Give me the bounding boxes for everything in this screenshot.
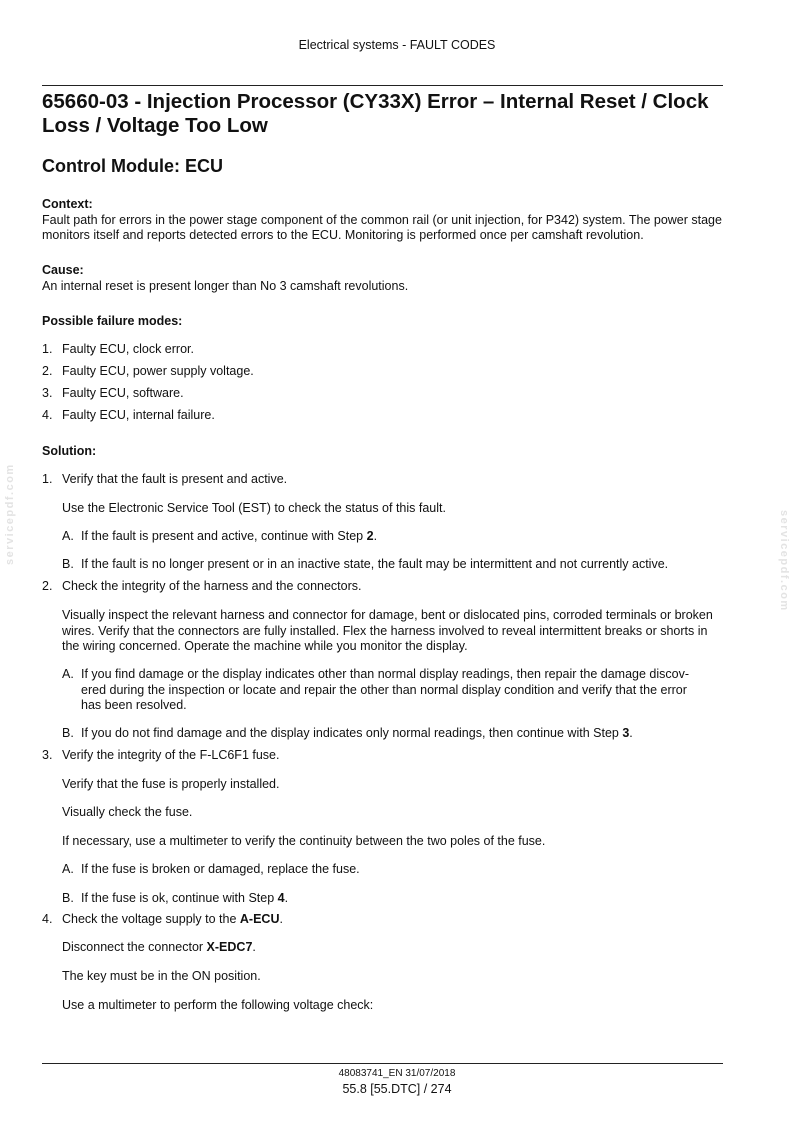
cause-label: Cause: bbox=[42, 263, 84, 277]
step-4-paragraph-1: Disconnect the connector X-EDC7. bbox=[62, 940, 256, 954]
step-1-option-a: A. If the fault is present and active, continue with Step 2. bbox=[62, 529, 378, 543]
failure-mode-item: 1. Faulty ECU, clock error. bbox=[42, 342, 194, 356]
context-section bbox=[42, 197, 732, 244]
step-3-paragraph-1: Verify that the fuse is properly installed. bbox=[62, 777, 280, 791]
step-2-option-a: A. If you find damage or the display indicates other than normal display readings, then repair the damage discov- ered during the inspection or locate and repair the other than normal display condition and verify that the error has been resolved. bbox=[62, 667, 689, 712]
failure-modes-label: Possible failure modes: bbox=[42, 314, 183, 328]
step-2-option-b: B. If you do not find damage and the display indicates only normal readings, then continue with Step 3. bbox=[62, 726, 633, 740]
step-4-paragraph-3: Use a multimeter to perform the following voltage check: bbox=[62, 998, 374, 1012]
document-id: 48083741_EN 31/07/2018 bbox=[338, 1068, 456, 1079]
solution-step-4: 4. Check the voltage supply to the A-ECU. bbox=[42, 912, 283, 926]
step-3-paragraph-2: Visually check the fuse. bbox=[62, 805, 193, 819]
step-3-option-a: A. If the fuse is broken or damaged, replace the fuse. bbox=[62, 862, 360, 876]
step-3-paragraph-3: If necessary, use a multimeter to verify the continuity between the two poles of the fuse. bbox=[62, 834, 546, 848]
solution-step-3: 3. Verify the integrity of the F-LC6F1 fuse. bbox=[42, 748, 280, 762]
cause-text: An internal reset is present longer than No 3 camshaft revolutions. bbox=[42, 278, 409, 293]
solution-label: Solution: bbox=[42, 444, 97, 458]
page-number: 55.8 [55.DTC] / 274 bbox=[342, 1082, 452, 1096]
running-header: Electrical systems - FAULT CODES bbox=[298, 38, 496, 52]
step-2-paragraph: Visually inspect the relevant harness and connector for damage, bent or dislocated pins, corroded terminals or broken wires. Verify that the connectors are fully installed. Flex the harness involved to reveal intermittent breaks or shorts in the wiring concerned. Operate the machine while you monitor the display. bbox=[62, 608, 713, 653]
solution-step-1: 1. Verify that the fault is present and active. bbox=[42, 472, 288, 486]
step-4-paragraph-2: The key must be in the ON position. bbox=[62, 969, 261, 983]
solution-step-2: 2. Check the integrity of the harness and the connectors. bbox=[42, 579, 362, 593]
control-module-heading: Control Module: ECU bbox=[42, 156, 223, 176]
page-title: 65660-03 - Injection Processor (CY33X) Error – Internal Reset / Clock Loss / Voltage Too Low bbox=[42, 90, 709, 137]
failure-mode-item: 4. Faulty ECU, internal failure. bbox=[42, 408, 215, 422]
step-3-option-b: B. If the fuse is ok, continue with Step 4. bbox=[62, 891, 289, 905]
step-1-option-b: B. If the fault is no longer present or in an inactive state, the fault may be intermittent and not currently active. bbox=[62, 557, 669, 571]
failure-mode-item: 2. Faulty ECU, power supply voltage. bbox=[42, 364, 254, 378]
watermark-left: servicepdf.com bbox=[4, 463, 16, 565]
step-1-paragraph: Use the Electronic Service Tool (EST) to check the status of this fault. bbox=[62, 501, 446, 515]
context-label: Context: bbox=[42, 197, 93, 211]
watermark-right: servicepdf.com bbox=[778, 510, 790, 612]
failure-mode-item: 3. Faulty ECU, software. bbox=[42, 386, 184, 400]
header-rule bbox=[42, 85, 723, 86]
context-text: Fault path for errors in the power stage component of the common rail (or unit injection, for P342) system. The power stage monitors itself and reports detected errors to the ECU. Monitoring is performed once per camshaft revolution. bbox=[42, 212, 722, 242]
cause-section bbox=[42, 263, 732, 294]
footer-rule bbox=[42, 1063, 723, 1064]
